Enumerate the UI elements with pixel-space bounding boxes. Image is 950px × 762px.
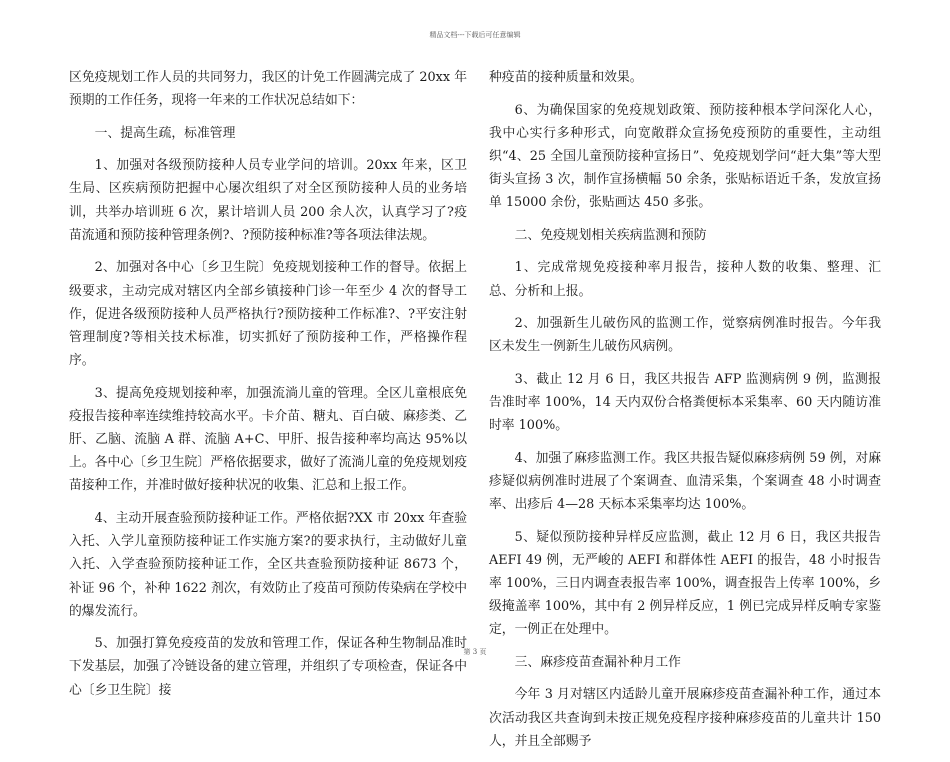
paragraph: 3、截止 12 月 6 日，我区共报告 AFP 监测病例 9 例，监测报告准时率 100%，14 天内双份合格粪便标本采集率、60 天内随访准时率 100%。 (489, 371, 881, 434)
paragraph: 区免疫规划工作人员的共同努力，我区的计免工作圆满完成了 20xx 年预期的工作任务，现将一年来的工作状况总结如下： (69, 70, 467, 109)
paragraph: 3、提高免疫规划接种率，加强流淌儿童的管理。全区儿童根底免疫报告接种率连续维持较高水平。卡介苗、糖丸、百白破、麻疹类、乙肝、乙脑、流脑 A 群、流脑 A+C、甲肝、报告接种率均高达 95%以上。各中心〔乡卫生院〕严格依据要求，做好了流淌儿童的免疫规划疫苗接种工作，并准时做好接种状况的收集、汇总和上报工作。 (69, 385, 467, 494)
page-number: 第 3 页 (463, 648, 487, 656)
page-header: 精品文档---下载后可任意编辑 (429, 31, 521, 39)
paragraph: 1、加强对各级预防接种人员专业学问的培训。20xx 年来，区卫生局、区疾病预防把握中心屡次组织了对全区预防接种人员的业务培训，共举办培训班 6 次，累计培训人员 200 余人次，认真学习了?疫苗流通和预防接种管理条例?、?预防接种标准?等各项法律法规。 (69, 158, 467, 243)
paragraph: 三、麻疹疫苗查漏补种月工作 (514, 654, 681, 670)
left-column (69, 66, 467, 711)
paragraph: 2、加强对各中心〔乡卫生院〕免疫规划接种工作的督导。依据上级要求，主动完成对辖区内全部乡镇接种门诊一年至少 4 次的督导工作，促进各级预防接种人员严格执行?预防接种工作标准?、?平安注射管理制度?等相关技术标准，切实抓好了预防接种工作，严格操作程序。 (69, 260, 467, 369)
paragraph: 今年 3 月对辖区内适龄儿童开展麻疹疫苗查漏补种工作，通过本次活动我区共查询到未按正规免疫程序接种麻疹疫苗的儿童共计 150 人，并且全部赐予 (489, 687, 881, 749)
paragraph: 一、提高生疏，标准管理 (94, 125, 236, 141)
right-column (489, 66, 881, 762)
paragraph: 4、主动开展查验预防接种证工作。严格依据?XX 市 20xx 年查验入托、入学儿童预防接种证工作实施方案?的要求执行，主动做好儿童入托、入学查验预防接种证工作，全区共查验预防接种证 8673 个，补证 96 个，补种 1622 剂次，有效防止了疫苗可预防传染病在学校中的爆发流行。 (69, 510, 467, 619)
paragraph: 二、免疫规划相关疾病监测和预防 (514, 227, 707, 243)
paragraph: 6、为确保国家的免疫规划政策、预防接种根本学问深化人心，我中心实行多种形式，向宽敞群众宣扬免疫预防的重要性，主动组织“4、25 全国儿童预防接种宣扬日”、免疫规划学问“赶大集”等大型街头宣扬 3 次，制作宣扬横幅 50 余条，张贴标语近千条，发放宣扬单 15000 余份，张贴画达 450 多张。 (489, 102, 881, 211)
paragraph: 2、加强新生儿破伤风的监测工作，觉察病例准时报告。今年我区未发生一例新生儿破伤风病例。 (489, 316, 881, 355)
paragraph: 5、疑似预防接种异样反应监测，截止 12 月 6 日，我区共报告 AEFI 49 例，无严峻的 AEFI 和群体性 AEFI 的报告，48 小时报告率 100%，三日内调查表报告率 100%，调查报告上传率 100%，乡级掩盖率 100%，其中有 2 例异样反应，1 例已完成异样反响专家鉴定，一例正在处理中。 (489, 529, 881, 638)
paragraph: 1、完成常规免疫接种率月报告，接种人数的收集、整理、汇总、分析和上报。 (489, 260, 881, 299)
paragraph: 5、加强打算免疫疫苗的发放和管理工作，保证各种生物制品准时下发基层，加强了冷链设备的建立管理，并组织了专项检查，保证各中心〔乡卫生院〕接 (69, 636, 467, 698)
paragraph: 4、加强了麻疹监测工作。我区共报告疑似麻疹病例 59 例，对麻疹疑似病例准时进展了个案调查、血清采集，个案调查 48 小时调查率、出疹后 4—28 天标本采集率均达 100%。 (489, 450, 881, 513)
paragraph: 种疫苗的接种质量和效果。 (489, 70, 643, 85)
